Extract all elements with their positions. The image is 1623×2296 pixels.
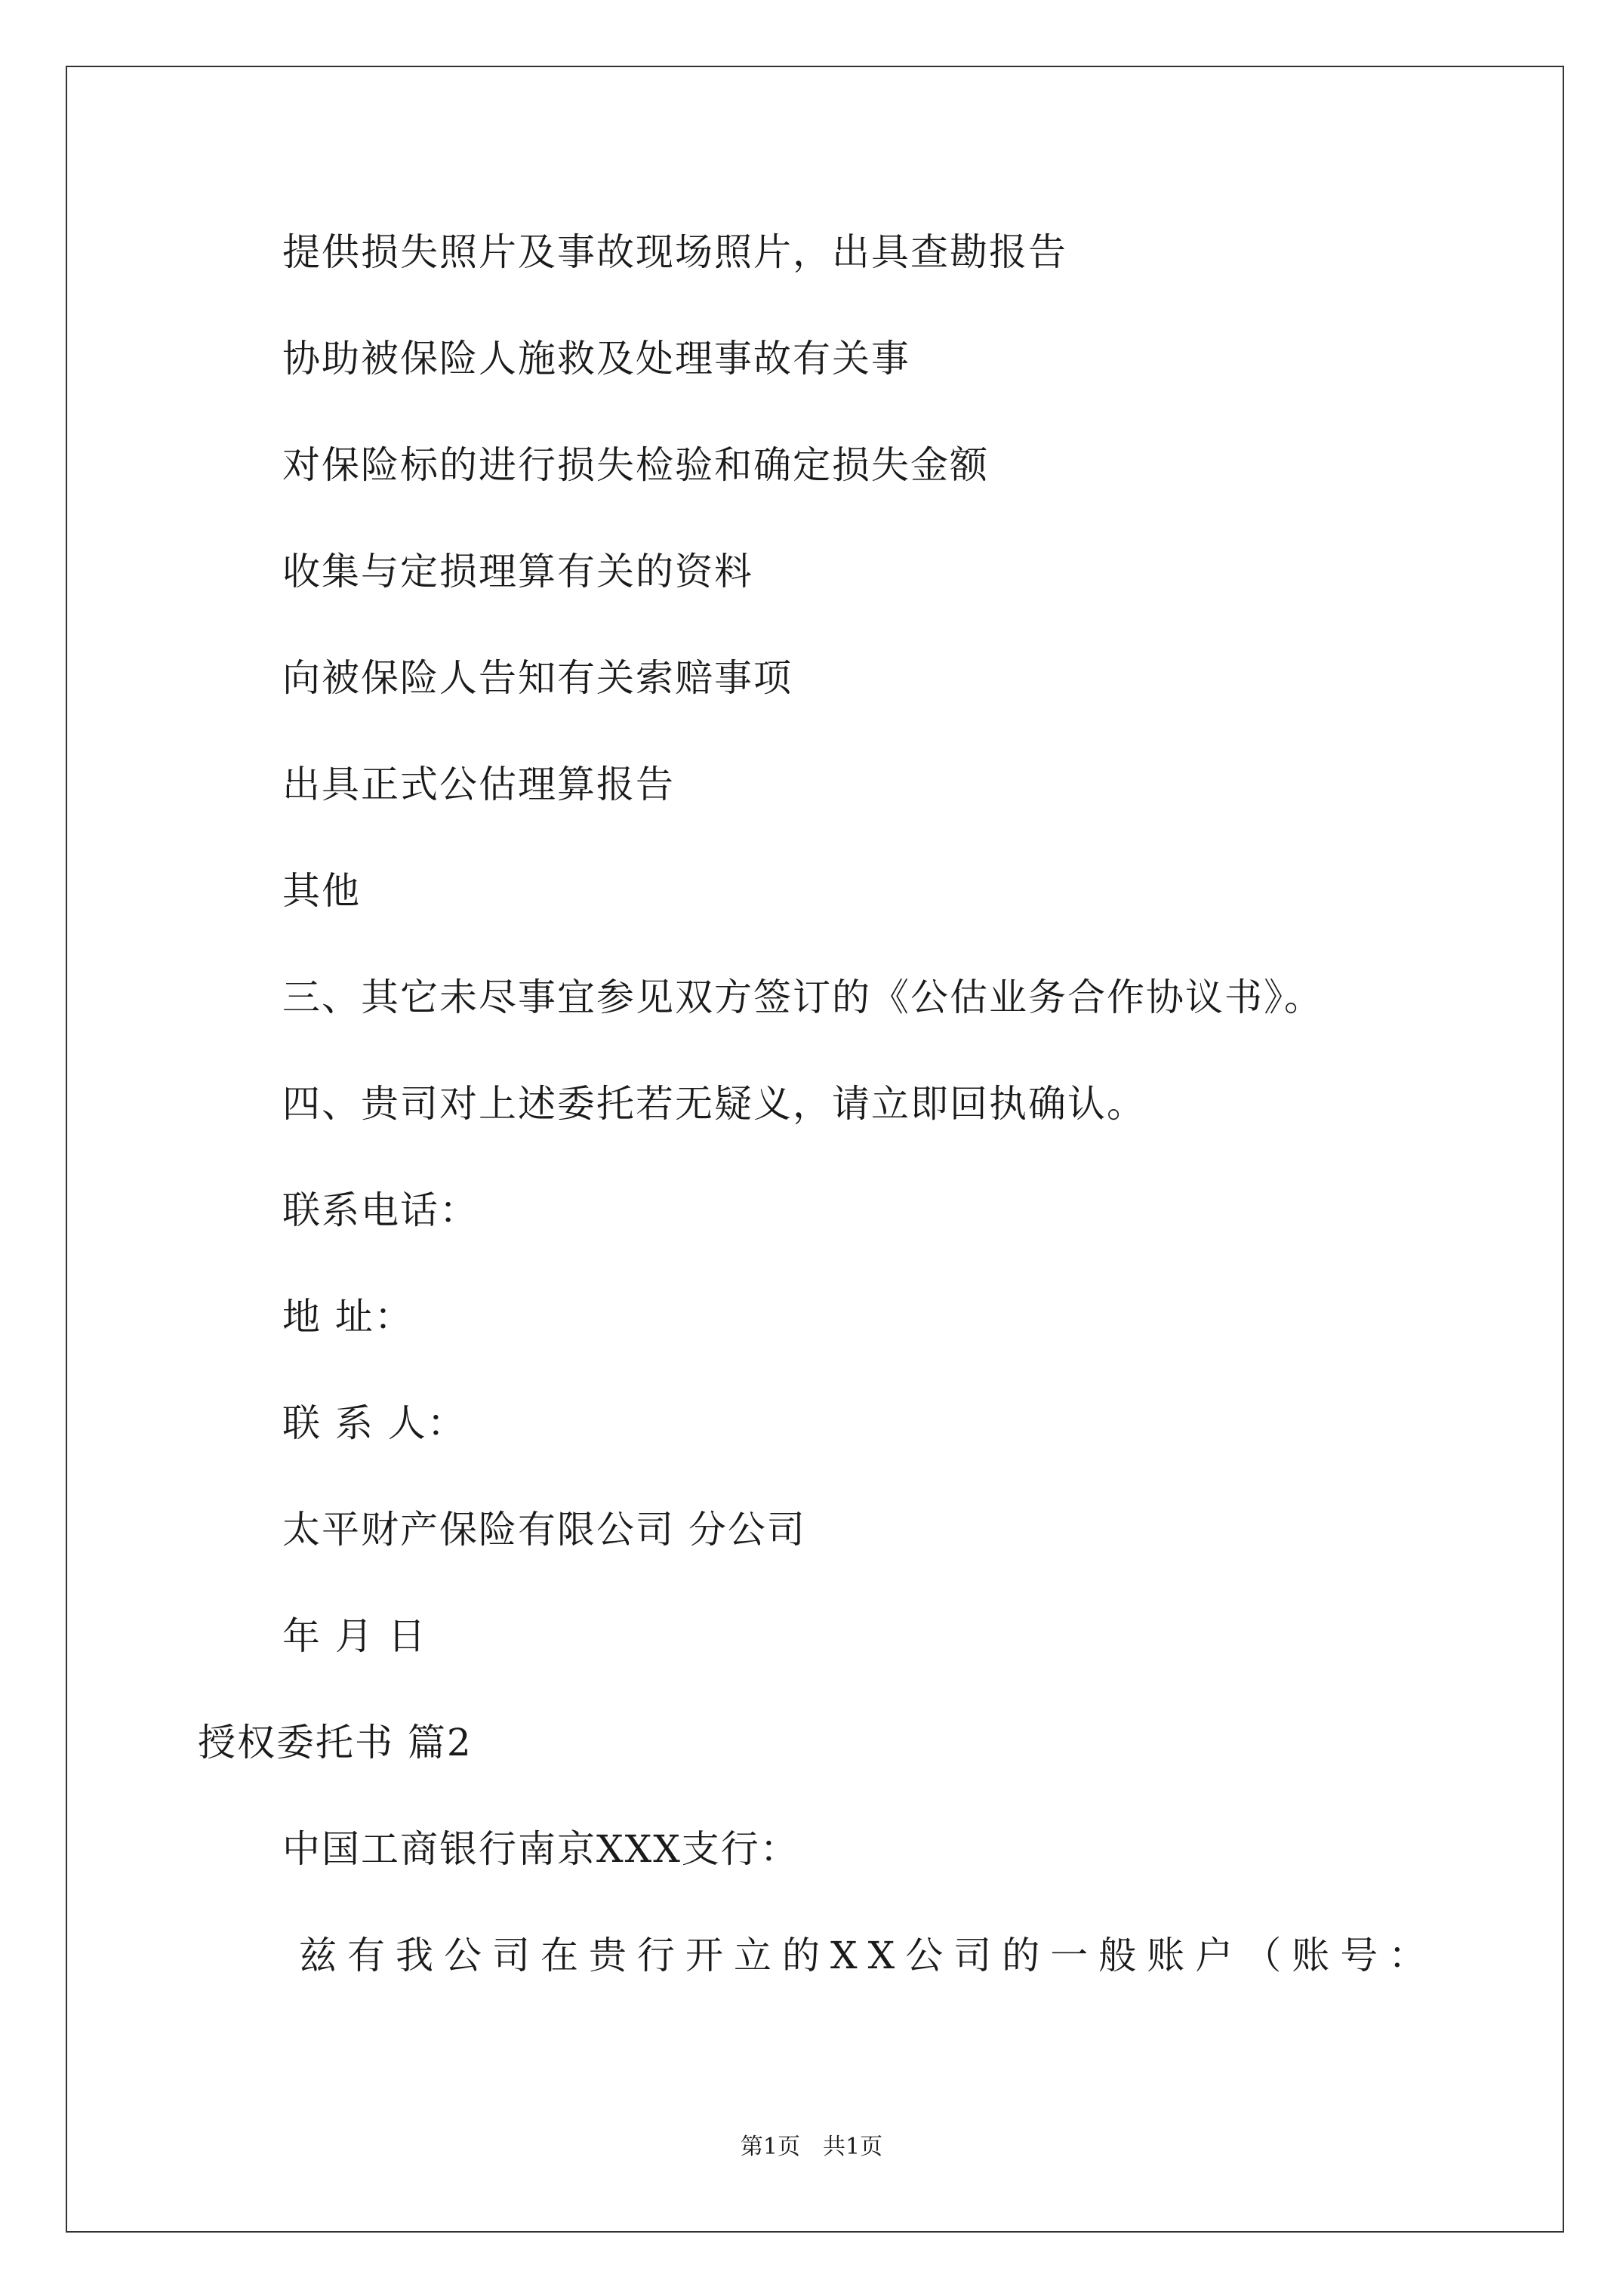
address-label: 地 址： bbox=[282, 1295, 414, 1339]
text-line-7: 其他 bbox=[282, 869, 361, 913]
page-footer: 第1页 共1页 bbox=[740, 2134, 883, 2160]
contact-phone-label: 联系电话： bbox=[282, 1188, 479, 1232]
date-line: 年 月 日 bbox=[282, 1614, 427, 1658]
text-line-1: 提供损失照片及事故现场照片，出具查勘报告 bbox=[282, 230, 1067, 274]
text-line-8: 三、其它未尽事宜参见双方签订的《公估业务合作协议书》。 bbox=[282, 975, 1323, 1019]
company-name: 太平财产保险有限公司 分公司 bbox=[282, 1508, 806, 1552]
text-line-5: 向被保险人告知有关索赔事项 bbox=[282, 656, 793, 700]
text-line-3: 对保险标的进行损失检验和确定损失金额 bbox=[282, 443, 989, 487]
section-heading: 授权委托书 篇2 bbox=[198, 1721, 473, 1764]
contact-person-label: 联 系 人： bbox=[282, 1401, 467, 1445]
body-start: 兹有我公司在贵行开立的XX公司的一般账户（账号： bbox=[299, 1934, 1437, 1977]
page-border bbox=[66, 66, 1564, 2233]
addressee: 中国工商银行南京XXX支行： bbox=[282, 1827, 799, 1871]
text-line-2: 协助被保险人施救及处理事故有关事 bbox=[282, 337, 910, 381]
text-line-6: 出具正式公估理算报告 bbox=[282, 763, 675, 806]
text-line-9: 四、贵司对上述委托若无疑义，请立即回执确认。 bbox=[282, 1082, 1146, 1126]
text-line-4: 收集与定损理算有关的资料 bbox=[282, 550, 753, 593]
